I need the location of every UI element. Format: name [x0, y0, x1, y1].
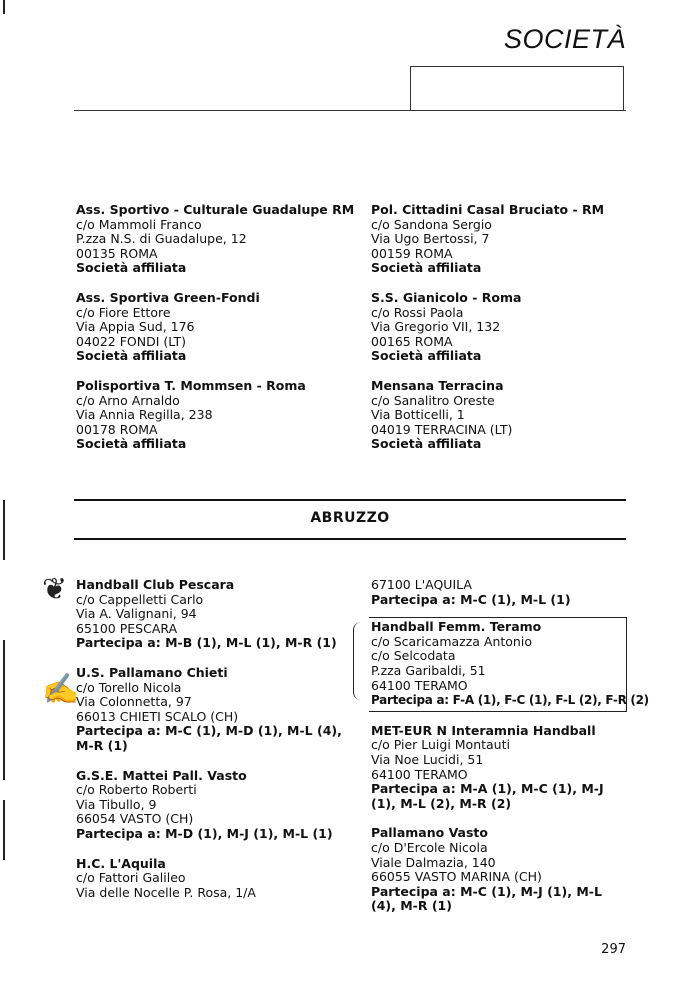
club-city: 67100 L'AQUILA	[371, 577, 472, 592]
club-contact: c/o Mammoli Franco	[76, 216, 202, 232]
section-rule-bottom	[74, 538, 626, 540]
club-entry	[371, 203, 626, 276]
club-address: Via Noe Lucidi, 51	[371, 751, 484, 767]
club-name: Pallamano Vasto	[371, 825, 488, 841]
abruzzo-right-column	[371, 577, 649, 929]
club-participation: Partecipa a: M-D (1), M-J (1), M-L (1)	[76, 825, 333, 841]
club-name: Handball Femm. Teramo	[371, 619, 542, 635]
handwritten-mark-icon: ✍	[42, 672, 80, 707]
club-city: 65100 PESCARA	[76, 620, 178, 636]
club-entry	[76, 666, 346, 754]
club-city: 04019 TERRACINA (LT)	[371, 421, 513, 437]
header-rule	[74, 110, 626, 111]
club-status: Società affiliata	[76, 348, 187, 364]
club-contact: c/o Fiore Ettore	[76, 304, 171, 320]
header-box	[410, 66, 624, 111]
club-city: 66054 VASTO (CH)	[76, 811, 194, 827]
club-address: Via delle Nocelle P. Rosa, 1/A	[76, 884, 256, 900]
club-participation: Partecipa a: F-A (1), F-C (1), F-L (2), F-R (2)	[371, 693, 649, 708]
club-contact: c/o Pier Luigi Montauti	[371, 737, 510, 753]
club-entry-highlighted	[369, 617, 649, 712]
club-entry	[76, 291, 356, 364]
club-address: Via Ugo Bertossi, 7	[371, 231, 490, 247]
club-name: S.S. Gianicolo - Roma	[371, 289, 522, 305]
club-address: P.zza Garibaldi, 51	[371, 662, 486, 678]
club-name: Ass. Sportiva Green-Fondi	[76, 289, 260, 305]
club-contact: c/o Scaricamazza Antonio	[371, 633, 532, 649]
club-address: Via Botticelli, 1	[371, 407, 465, 423]
club-participation: Partecipa a: M-A (1), M-C (1), M-J (1), M-L (2), M-R (2)	[371, 781, 604, 811]
club-name: Mensana Terracina	[371, 377, 504, 393]
club-contact: c/o Sanalitro Oreste	[371, 392, 495, 408]
club-address: Viale Dalmazia, 140	[371, 854, 496, 870]
club-participation: Partecipa a: M-B (1), M-L (1), M-R (1)	[76, 635, 337, 651]
club-participation: Partecipa a: M-C (1), M-J (1), M-L (4), M-R (1)	[371, 883, 602, 914]
club-entry	[371, 826, 627, 914]
page-number: 297	[601, 942, 626, 957]
club-entry	[371, 379, 626, 452]
club-name: Handball Club Pescara	[76, 577, 235, 592]
club-status: Società affiliata	[76, 436, 187, 452]
club-address: Via Gregorio VII, 132	[371, 319, 501, 335]
club-address: Via A. Valignani, 94	[76, 606, 197, 622]
margin-line	[3, 640, 5, 780]
lazio-right-column	[371, 203, 626, 467]
club-contact-secondary: c/o Selcodata	[371, 648, 456, 664]
club-name: U.S. Pallamano Chieti	[76, 664, 228, 680]
margin-line	[3, 0, 5, 14]
club-status: Società affiliata	[371, 260, 482, 276]
club-contact: c/o Roberto Roberti	[76, 782, 197, 798]
club-status: Società affiliata	[371, 348, 482, 364]
handwritten-bracket	[353, 622, 362, 700]
club-city: 00159 ROMA	[371, 245, 453, 261]
lazio-left-column	[76, 203, 356, 467]
club-entry	[76, 379, 356, 452]
club-name: G.S.E. Mattei Pall. Vasto	[76, 767, 247, 783]
club-contact: c/o Fattori Galileo	[76, 870, 186, 886]
handwritten-mark-icon: ❦	[42, 572, 68, 607]
club-status: Società affiliata	[371, 436, 482, 452]
club-city: 00135 ROMA	[76, 245, 158, 261]
club-address: Via Colonnetta, 97	[76, 694, 192, 710]
club-participation: Partecipa a: M-C (1), M-D (1), M-L (4), M-R (1)	[76, 723, 342, 753]
club-contact: c/o Torello Nicola	[76, 679, 182, 695]
club-city: 00178 ROMA	[76, 421, 158, 437]
club-entry	[76, 857, 346, 901]
club-address: Via Annia Regilla, 238	[76, 407, 213, 423]
club-contact: c/o Sandona Sergio	[371, 216, 492, 232]
club-contact: c/o D'Ercole Nicola	[371, 839, 488, 855]
club-city: 64100 TERAMO	[371, 677, 468, 693]
club-contact: c/o Arno Arnaldo	[76, 392, 180, 408]
club-city: 04022 FONDI (LT)	[76, 333, 187, 349]
club-status: Società affiliata	[76, 260, 187, 276]
club-name: Polisportiva T. Mommsen - Roma	[76, 377, 306, 393]
club-name: Pol. Cittadini Casal Bruciato - RM	[371, 202, 605, 217]
section-rule-top	[74, 499, 626, 501]
club-address: Via Tibullo, 9	[76, 796, 157, 812]
club-address: P.zza N.S. di Guadalupe, 12	[76, 231, 247, 247]
margin-line	[3, 800, 5, 860]
club-city: 00165 ROMA	[371, 333, 453, 349]
club-contact: c/o Cappelletti Carlo	[76, 591, 204, 607]
club-entry	[76, 769, 346, 842]
abruzzo-left-column	[76, 578, 346, 915]
club-city: 66013 CHIETI SCALO (CH)	[76, 708, 239, 724]
club-contact: c/o Rossi Paola	[371, 304, 464, 320]
section-title: ABRUZZO	[310, 510, 390, 526]
club-entry	[371, 724, 627, 812]
club-entry	[371, 291, 626, 364]
club-name: H.C. L'Aquila	[76, 855, 166, 871]
club-participation: Partecipa a: M-C (1), M-L (1)	[371, 591, 571, 607]
club-entry-continued	[371, 578, 627, 607]
club-entry	[76, 203, 356, 276]
club-entry	[76, 578, 346, 651]
club-city: 66055 VASTO MARINA (CH)	[371, 869, 542, 885]
club-name: MET-EUR N Interamnia Handball	[371, 722, 596, 738]
club-address: Via Appia Sud, 176	[76, 319, 195, 335]
page-title: SOCIETÀ	[503, 24, 626, 54]
margin-line	[3, 500, 5, 560]
club-city: 64100 TERAMO	[371, 766, 468, 782]
club-name: Ass. Sportivo - Culturale Guadalupe RM	[76, 202, 355, 217]
